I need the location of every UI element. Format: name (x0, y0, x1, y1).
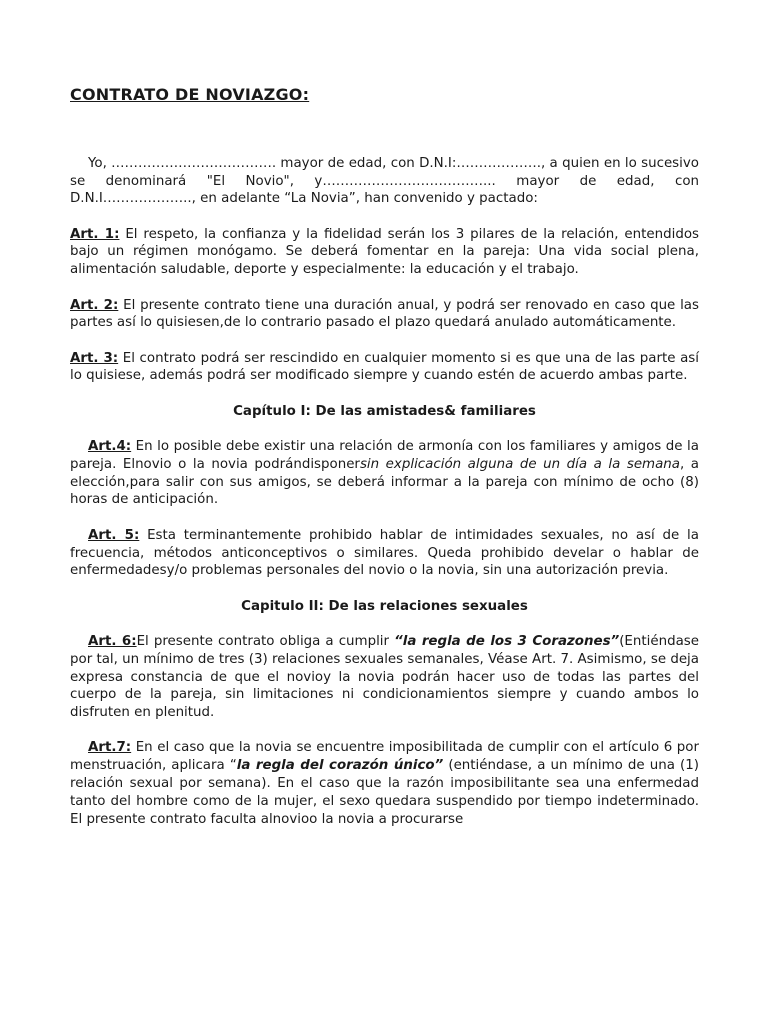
article-7-text-b: (entiéndase, a un mínimo de una (1) relación sexual por semana). En el caso que la razón imposibilitante sea una enfermedad tanto del hombre como de la mujer, el sexo quedara suspendido por tiempo indeterminado. El presente contrato faculta alnovioo la novia a procurarse (70, 758, 699, 827)
article-6 (70, 633, 699, 722)
article-2-label: Art. 2: (70, 297, 119, 313)
intro-paragraph: Yo, ………………………………. mayor de edad, con D.N.I:………………., a quien en lo sucesivo se denominará "El Novio", y………………………………... mayor de edad, con D.N.I……………….., en adelante “La Novia”, han convenido y pactado: (70, 155, 699, 207)
article-5-label: Art. 5: (88, 527, 140, 543)
article-4-text-b: , a elección,para salir con sus amigos, se deberá informar a la pareja con mínimo de ocho (8) horas de anticipación. (70, 456, 700, 508)
article-7-label: Art.7: (88, 740, 132, 756)
article-7-rule: la regla del corazón único” (236, 758, 444, 774)
article-2-text: El presente contrato tiene una duración anual, y podrá ser renovado en caso que las partes así lo quisiesen,de lo contrario pasado el plazo quedará anulado automáticamente. (70, 297, 699, 331)
article-6-text-b: (Entiéndase por tal, un mínimo de tres (3) relaciones sexuales semanales, Véase Art. 7. Asimismo, se deja expresa constancia de que el novioy la novia podrán hacer uso de todas las partes del cuerpo de la pareja, sin limitaciones ni condicionamientos siempre y cuando ambos lo disfruten en plenitud. (70, 633, 699, 721)
article-4 (70, 438, 699, 509)
article-6-rule: “la regla de los 3 Corazones” (394, 633, 620, 649)
article-1 (70, 226, 699, 279)
article-7-text-a: En el caso que la novia se encuentre imposibilitada de cumplir con el artículo 6 por menstruación, aplicara “ (70, 740, 699, 774)
article-1-text: El respeto, la confianza y la fidelidad serán los 3 pilares de la relación, entendidos bajo un régimen monógamo. Se deberá fomentar en la pareja: Una vida social plena, alimentación saludable, deporte y especialmente: la educación y el trabajo. (70, 226, 699, 278)
article-6-text-a: El presente contrato obliga a cumplir (136, 633, 395, 649)
chapter-2-heading: Capitulo II: De las relaciones sexuales (241, 598, 528, 614)
article-4-label: Art.4: (88, 439, 132, 455)
document-title: CONTRATO DE NOVIAZGO: (70, 85, 310, 104)
article-3-text: El contrato podrá ser rescindido en cualquier momento si es que una de las parte así lo quisiese, además podrá ser modificado siempre y cuando estén de acuerdo ambas parte. (70, 350, 699, 384)
document-page (70, 86, 699, 846)
article-7 (70, 739, 699, 828)
article-3 (70, 350, 699, 386)
article-4-text-a: En lo posible debe existir una relación de armonía con los familiares y amigos de la pareja. Elnovio o la novia podrándisponer (70, 439, 699, 472)
article-5-text: Esta terminantemente prohibido hablar de intimidades sexuales, no así de la frecuencia, métodos anticonceptivos o similares. Queda prohibido develar o hablar de enfermedadesy/o problemas personales del novio o la novia, sin una autorización previa. (70, 527, 699, 579)
article-5 (70, 527, 699, 580)
article-6-label: Art. 6: (88, 633, 137, 649)
article-3-label: Art. 3: (70, 350, 119, 366)
article-4-text-italic: sin explicación alguna de un día a la semana (359, 456, 680, 472)
article-1-label: Art. 1: (70, 226, 120, 242)
article-2 (70, 297, 699, 333)
chapter-1-heading: Capítulo I: De las amistades& familiares (233, 403, 536, 419)
